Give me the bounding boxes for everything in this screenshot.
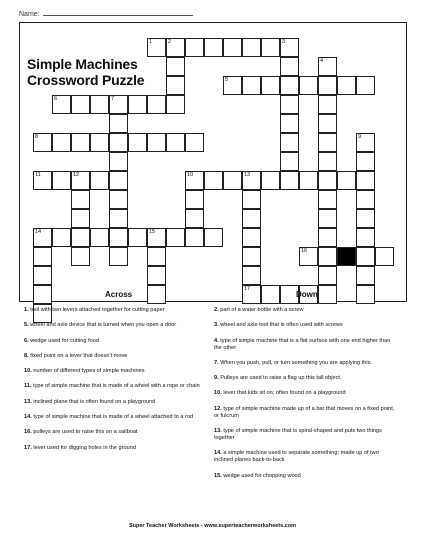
clue-number: 8. xyxy=(24,352,29,359)
clue-text: type of simple machine that is made of a wheel with a rope or chain xyxy=(33,383,200,390)
clue-text: inclined plane that is often found on a playground xyxy=(33,398,156,405)
clue-text: tool with two levers attached together for cutting paper xyxy=(30,307,165,313)
down-clue-list xyxy=(214,307,399,488)
clue-text: part of a water bottle with a screw xyxy=(220,307,304,313)
clue-text: Pulleys are used to raise a flag up this tall object. xyxy=(220,375,342,382)
clue-number: 10. xyxy=(24,368,32,375)
grid-cell[interactable] xyxy=(261,38,280,57)
grid-cell[interactable] xyxy=(109,114,128,133)
clue-text: lever that kids sit on; often found on a playground xyxy=(223,390,346,397)
grid-cell[interactable] xyxy=(52,133,71,152)
clue-text: type of simple machine that is a flat surface with one end higher than the other xyxy=(214,337,391,351)
grid-cell[interactable] xyxy=(185,133,204,152)
grid-cell[interactable] xyxy=(318,285,337,304)
grid-cell[interactable] xyxy=(223,171,242,190)
grid-cell[interactable] xyxy=(242,228,261,247)
grid-cell[interactable] xyxy=(147,266,166,285)
clue-item xyxy=(24,338,209,345)
clue-item xyxy=(214,307,399,314)
clue-number-label: 8 xyxy=(35,134,39,140)
grid-cell[interactable] xyxy=(33,133,52,152)
grid-cell[interactable] xyxy=(204,171,223,190)
grid-cell[interactable] xyxy=(71,171,90,190)
clue-number: 7. xyxy=(214,359,219,366)
clue-number-label: 1 xyxy=(149,39,153,45)
grid-cell[interactable] xyxy=(356,76,375,95)
clue-number-label: 12 xyxy=(73,172,80,178)
grid-cell[interactable] xyxy=(33,266,52,285)
grid-cell[interactable] xyxy=(71,209,90,228)
clue-number-label: 4 xyxy=(320,58,324,64)
grid-cell[interactable] xyxy=(33,171,52,190)
grid-cell[interactable] xyxy=(90,228,109,247)
grid-cell[interactable] xyxy=(318,228,337,247)
grid-cell[interactable] xyxy=(166,95,185,114)
footer-credit: Super Teacher Worksheets - www.superteacherworksheets.com xyxy=(128,523,297,529)
grid-cell[interactable] xyxy=(356,209,375,228)
title-line-1: Simple Machines xyxy=(27,56,138,72)
clue-text: wheel and axle tool that is often used with screws xyxy=(220,322,343,329)
clue-number-label: 17 xyxy=(244,286,251,292)
clue-number: 13. xyxy=(214,428,222,435)
grid-cell[interactable] xyxy=(318,152,337,171)
clue-item xyxy=(214,406,399,420)
clue-number-label: 5 xyxy=(225,77,229,83)
clue-number: 1. xyxy=(24,307,29,313)
grid-cell[interactable] xyxy=(109,209,128,228)
clue-number-label: 16 xyxy=(301,248,308,254)
grid-cell[interactable] xyxy=(185,190,204,209)
grid-cell[interactable] xyxy=(356,285,375,304)
grid-cell[interactable] xyxy=(280,152,299,171)
grid-cell[interactable] xyxy=(166,133,185,152)
clue-item xyxy=(24,368,209,375)
grid-cell[interactable] xyxy=(375,247,394,266)
clue-number-label: 11 xyxy=(35,172,41,178)
grid-cell[interactable] xyxy=(109,133,128,152)
grid-cell[interactable] xyxy=(280,114,299,133)
name-label: Name: xyxy=(19,11,40,18)
grid-cell[interactable] xyxy=(356,133,375,152)
grid-cell[interactable] xyxy=(109,171,128,190)
name-blank-line[interactable] xyxy=(43,9,193,16)
grid-cell[interactable] xyxy=(185,171,204,190)
grid-cell[interactable] xyxy=(147,95,166,114)
grid-cell[interactable] xyxy=(299,171,318,190)
clue-item xyxy=(24,322,209,329)
grid-cell[interactable] xyxy=(33,285,52,304)
grid-cell[interactable] xyxy=(242,209,261,228)
clue-text: a simple machine used to separate something; made up of two inclined planes back-to-back xyxy=(214,450,379,464)
grid-cell[interactable] xyxy=(337,171,356,190)
grid-cell[interactable] xyxy=(90,133,109,152)
grid-cell[interactable] xyxy=(242,76,261,95)
grid-cell[interactable] xyxy=(166,76,185,95)
clue-number: 13. xyxy=(24,398,32,405)
grid-cell[interactable] xyxy=(128,133,147,152)
grid-cell[interactable] xyxy=(356,228,375,247)
grid-cell[interactable] xyxy=(52,171,71,190)
grid-cell[interactable] xyxy=(185,38,204,57)
grid-cell[interactable] xyxy=(223,38,242,57)
grid-cell[interactable] xyxy=(261,76,280,95)
grid-cell[interactable] xyxy=(242,190,261,209)
grid-cell[interactable] xyxy=(52,228,71,247)
grid-cell[interactable] xyxy=(147,38,166,57)
grid-cell[interactable] xyxy=(318,76,337,95)
clue-item xyxy=(214,473,399,480)
grid-cell[interactable] xyxy=(356,190,375,209)
grid-cell[interactable] xyxy=(147,228,166,247)
grid-cell[interactable] xyxy=(147,285,166,304)
clue-text: wedge used for cutting food xyxy=(30,337,99,344)
clue-item xyxy=(214,375,399,382)
grid-cell[interactable] xyxy=(90,171,109,190)
grid-cell[interactable] xyxy=(166,38,185,57)
clue-item xyxy=(24,429,209,436)
grid-cell[interactable] xyxy=(90,95,109,114)
grid-cell[interactable] xyxy=(356,171,375,190)
grid-cell[interactable] xyxy=(109,190,128,209)
across-heading: Across xyxy=(105,290,133,299)
puzzle-title xyxy=(27,56,144,88)
clue-number: 9. xyxy=(214,375,219,382)
grid-cell[interactable] xyxy=(318,114,337,133)
clue-number: 2. xyxy=(214,307,219,313)
grid-cell[interactable] xyxy=(242,266,261,285)
clue-number-label: 2 xyxy=(168,39,172,45)
clue-number-label: 7 xyxy=(111,96,115,102)
clue-number: 16. xyxy=(24,429,32,436)
clue-item xyxy=(24,414,209,421)
clue-text: type of simple machine made up of a bar that moves on a fixed point, or fulcrum xyxy=(214,405,395,419)
clue-item xyxy=(24,445,209,452)
grid-cell[interactable] xyxy=(280,171,299,190)
grid-cell[interactable] xyxy=(318,266,337,285)
clue-number: 12. xyxy=(214,405,222,412)
grid-cell[interactable] xyxy=(71,190,90,209)
grid-cell[interactable] xyxy=(318,190,337,209)
clue-number-label: 13 xyxy=(244,172,251,178)
clue-item xyxy=(214,390,399,397)
grid-cell[interactable] xyxy=(280,76,299,95)
grid-cell[interactable] xyxy=(128,228,147,247)
clue-number: 15. xyxy=(214,472,222,479)
grid-cell[interactable] xyxy=(318,247,337,266)
grid-cell[interactable] xyxy=(280,133,299,152)
grid-cell[interactable] xyxy=(33,228,52,247)
clue-number-label: 3 xyxy=(282,39,286,45)
grid-cell[interactable] xyxy=(185,209,204,228)
grid-cell[interactable] xyxy=(204,38,223,57)
grid-cell[interactable] xyxy=(128,95,147,114)
grid-cell[interactable] xyxy=(299,76,318,95)
grid-cell[interactable] xyxy=(109,247,128,266)
clue-text: type of simple machine that is spiral-shaped and puts two things together xyxy=(214,428,382,442)
clue-number-label: 6 xyxy=(54,96,58,102)
clue-item xyxy=(24,383,209,390)
grid-cell[interactable] xyxy=(356,247,375,266)
clue-number: 11. xyxy=(24,383,32,390)
grid-cell[interactable] xyxy=(318,209,337,228)
grid-cell[interactable] xyxy=(33,247,52,266)
blocked-cell xyxy=(337,247,356,266)
title-line-2: Crossword Puzzle xyxy=(27,72,145,88)
grid-cell[interactable] xyxy=(280,38,299,57)
grid-cell[interactable] xyxy=(318,57,337,76)
grid-cell[interactable] xyxy=(261,285,280,304)
grid-cell[interactable] xyxy=(109,95,128,114)
clue-number: 14. xyxy=(24,414,32,421)
clue-text: When you push, pull, or turn something you are applying this. xyxy=(220,359,372,366)
clue-item xyxy=(24,353,209,360)
grid-cell[interactable] xyxy=(71,228,90,247)
clue-item xyxy=(214,428,399,442)
grid-cell[interactable] xyxy=(185,228,204,247)
grid-cell[interactable] xyxy=(223,76,242,95)
grid-cell[interactable] xyxy=(109,152,128,171)
clue-item xyxy=(214,450,399,464)
clue-text: type of simple machine that is made of a wheel attached to a rod xyxy=(33,414,194,421)
grid-cell[interactable] xyxy=(166,57,185,76)
grid-cell[interactable] xyxy=(147,133,166,152)
clue-item xyxy=(214,360,399,367)
clue-number: 17. xyxy=(24,444,32,451)
grid-cell[interactable] xyxy=(71,247,90,266)
clue-text: wheel and axle device that is turned when you open a door xyxy=(30,322,177,329)
grid-cell[interactable] xyxy=(166,228,185,247)
clue-text: pulleys are used to raise this on a sailboat xyxy=(33,429,138,436)
grid-cell[interactable] xyxy=(318,171,337,190)
clue-text: fixed point on a lever that doesn't move xyxy=(30,352,128,359)
grid-cell[interactable] xyxy=(318,133,337,152)
clue-number: 5. xyxy=(24,322,29,329)
clue-number: 4. xyxy=(214,337,219,344)
clue-number: 6. xyxy=(24,337,29,344)
grid-cell[interactable] xyxy=(109,228,128,247)
across-clue-list xyxy=(24,307,209,460)
grid-cell[interactable] xyxy=(356,266,375,285)
grid-cell[interactable] xyxy=(52,95,71,114)
clue-text: lever used for digging holes in the ground xyxy=(33,444,136,451)
clue-number: 10. xyxy=(214,390,222,397)
clue-number-label: 14 xyxy=(35,229,42,235)
clue-item xyxy=(24,399,209,406)
clue-number-label: 15 xyxy=(149,229,156,235)
clue-item xyxy=(214,322,399,329)
grid-cell[interactable] xyxy=(356,152,375,171)
down-heading: Down xyxy=(296,290,318,299)
grid-cell[interactable] xyxy=(147,247,166,266)
clue-text: wedge used for chopping wood xyxy=(223,472,301,479)
clue-number-label: 9 xyxy=(358,134,362,140)
clue-text: number of different types of simple machines xyxy=(33,368,145,375)
grid-cell[interactable] xyxy=(204,228,223,247)
clue-number: 14. xyxy=(214,450,222,457)
name-line xyxy=(19,9,193,18)
grid-cell[interactable] xyxy=(242,38,261,57)
grid-cell[interactable] xyxy=(242,285,261,304)
grid-cell[interactable] xyxy=(261,171,280,190)
clue-number-label: 10 xyxy=(187,172,194,178)
grid-cell[interactable] xyxy=(318,95,337,114)
grid-cell[interactable] xyxy=(280,57,299,76)
grid-cell[interactable] xyxy=(71,95,90,114)
clue-number: 3. xyxy=(214,322,219,329)
clue-item xyxy=(24,307,209,314)
grid-cell[interactable] xyxy=(280,95,299,114)
grid-cell[interactable] xyxy=(71,133,90,152)
clue-item xyxy=(214,338,399,352)
grid-cell[interactable] xyxy=(299,247,318,266)
grid-cell[interactable] xyxy=(337,76,356,95)
grid-cell[interactable] xyxy=(242,247,261,266)
grid-cell[interactable] xyxy=(242,171,261,190)
